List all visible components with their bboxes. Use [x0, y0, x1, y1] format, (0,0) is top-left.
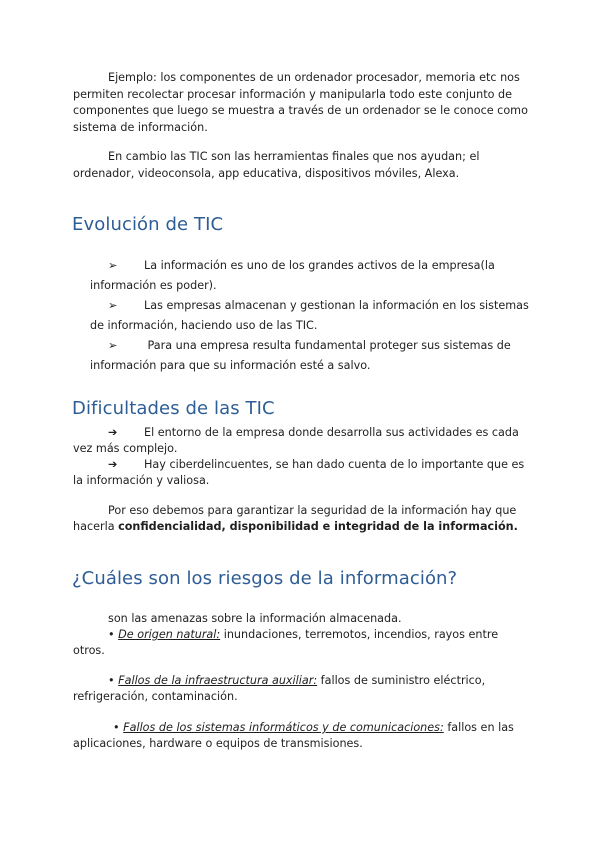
- list-item-text: Las empresas almacenan y gestionan la información en los sistemas: [144, 299, 529, 312]
- paragraph-tic: En cambio las TIC son las herramientas finales que nos ayudan; el ordenador, videoconsola, app educativa, dispositivos móviles, Alexa.: [73, 150, 480, 180]
- list-item-continuation: información es poder).: [90, 279, 217, 292]
- list-item-text: La información es uno de los grandes activos de la empresa(la: [144, 259, 495, 272]
- paragraph-seguridad-line2: [73, 519, 518, 536]
- right-arrow-bullet-icon: ➔: [108, 426, 118, 439]
- risk-label: Fallos de la infraestructura auxiliar:: [118, 674, 318, 687]
- list-item-text: fallos de suministro eléctrico,: [317, 674, 486, 687]
- list-item: [108, 673, 485, 690]
- list-item-text: inundaciones, terremotos, incendios, rayos entre: [220, 628, 499, 641]
- list-item-continuation: vez más complejo.: [73, 442, 178, 455]
- list-item: [108, 425, 519, 442]
- risk-label: De origen natural:: [118, 628, 221, 641]
- list-item-continuation: de información, haciendo uso de las TIC.: [90, 319, 318, 332]
- list-item: [113, 720, 514, 737]
- heading-riesgos: ¿Cuáles son los riesgos de la información?: [72, 568, 458, 589]
- right-arrow-bullet-icon: ➔: [108, 458, 118, 471]
- list-item: [108, 258, 495, 275]
- list-item-continuation: otros.: [73, 644, 105, 657]
- list-item-text: fallos en las: [443, 721, 514, 734]
- paragraph-text: hacerla: [73, 520, 119, 533]
- paragraph-seguridad-line1: Por eso debemos para garantizar la seguridad de la información hay que: [108, 504, 517, 517]
- paragraph-example: Ejemplo: los componentes de un ordenador procesador, memoria etc nos permiten recolectar procesar información y manipularla todo este conjunto de componentes que luego se muestra a través de un ordenador se le conoce como sistema de información.: [73, 71, 528, 134]
- heading-evolucion: Evolución de TIC: [72, 214, 224, 235]
- list-item: [108, 627, 498, 644]
- arrowhead-bullet-icon: ➢: [108, 339, 118, 352]
- list-item: [108, 298, 529, 315]
- riesgos-intro: son las amenazas sobre la información almacenada.: [108, 612, 402, 625]
- list-item-continuation: información para que su información esté a salvo.: [90, 359, 371, 372]
- bullet-icon: •: [108, 628, 115, 641]
- bullet-icon: •: [108, 674, 115, 687]
- list-item: [108, 457, 524, 474]
- list-item-continuation: refrigeración, contaminación.: [73, 690, 238, 703]
- heading-dificultades: Dificultades de las TIC: [72, 398, 275, 419]
- list-item-text: Hay ciberdelincuentes, se han dado cuenta de lo importante que es: [144, 458, 525, 471]
- list-item: [108, 338, 511, 355]
- risk-label: Fallos de los sistemas informáticos y de comunicaciones:: [123, 721, 444, 734]
- list-item-continuation: aplicaciones, hardware o equipos de transmisiones.: [73, 737, 363, 750]
- arrowhead-bullet-icon: ➢: [108, 259, 118, 272]
- list-item-continuation: la información y valiosa.: [73, 474, 210, 487]
- list-item-text: El entorno de la empresa donde desarrolla sus actividades es cada: [144, 426, 519, 439]
- list-item-text: Para una empresa resulta fundamental proteger sus sistemas de: [144, 339, 511, 352]
- bullet-icon: •: [113, 721, 120, 734]
- arrowhead-bullet-icon: ➢: [108, 299, 118, 312]
- emphasis-text: confidencialidad, disponibilidad e integridad de la información.: [118, 520, 518, 533]
